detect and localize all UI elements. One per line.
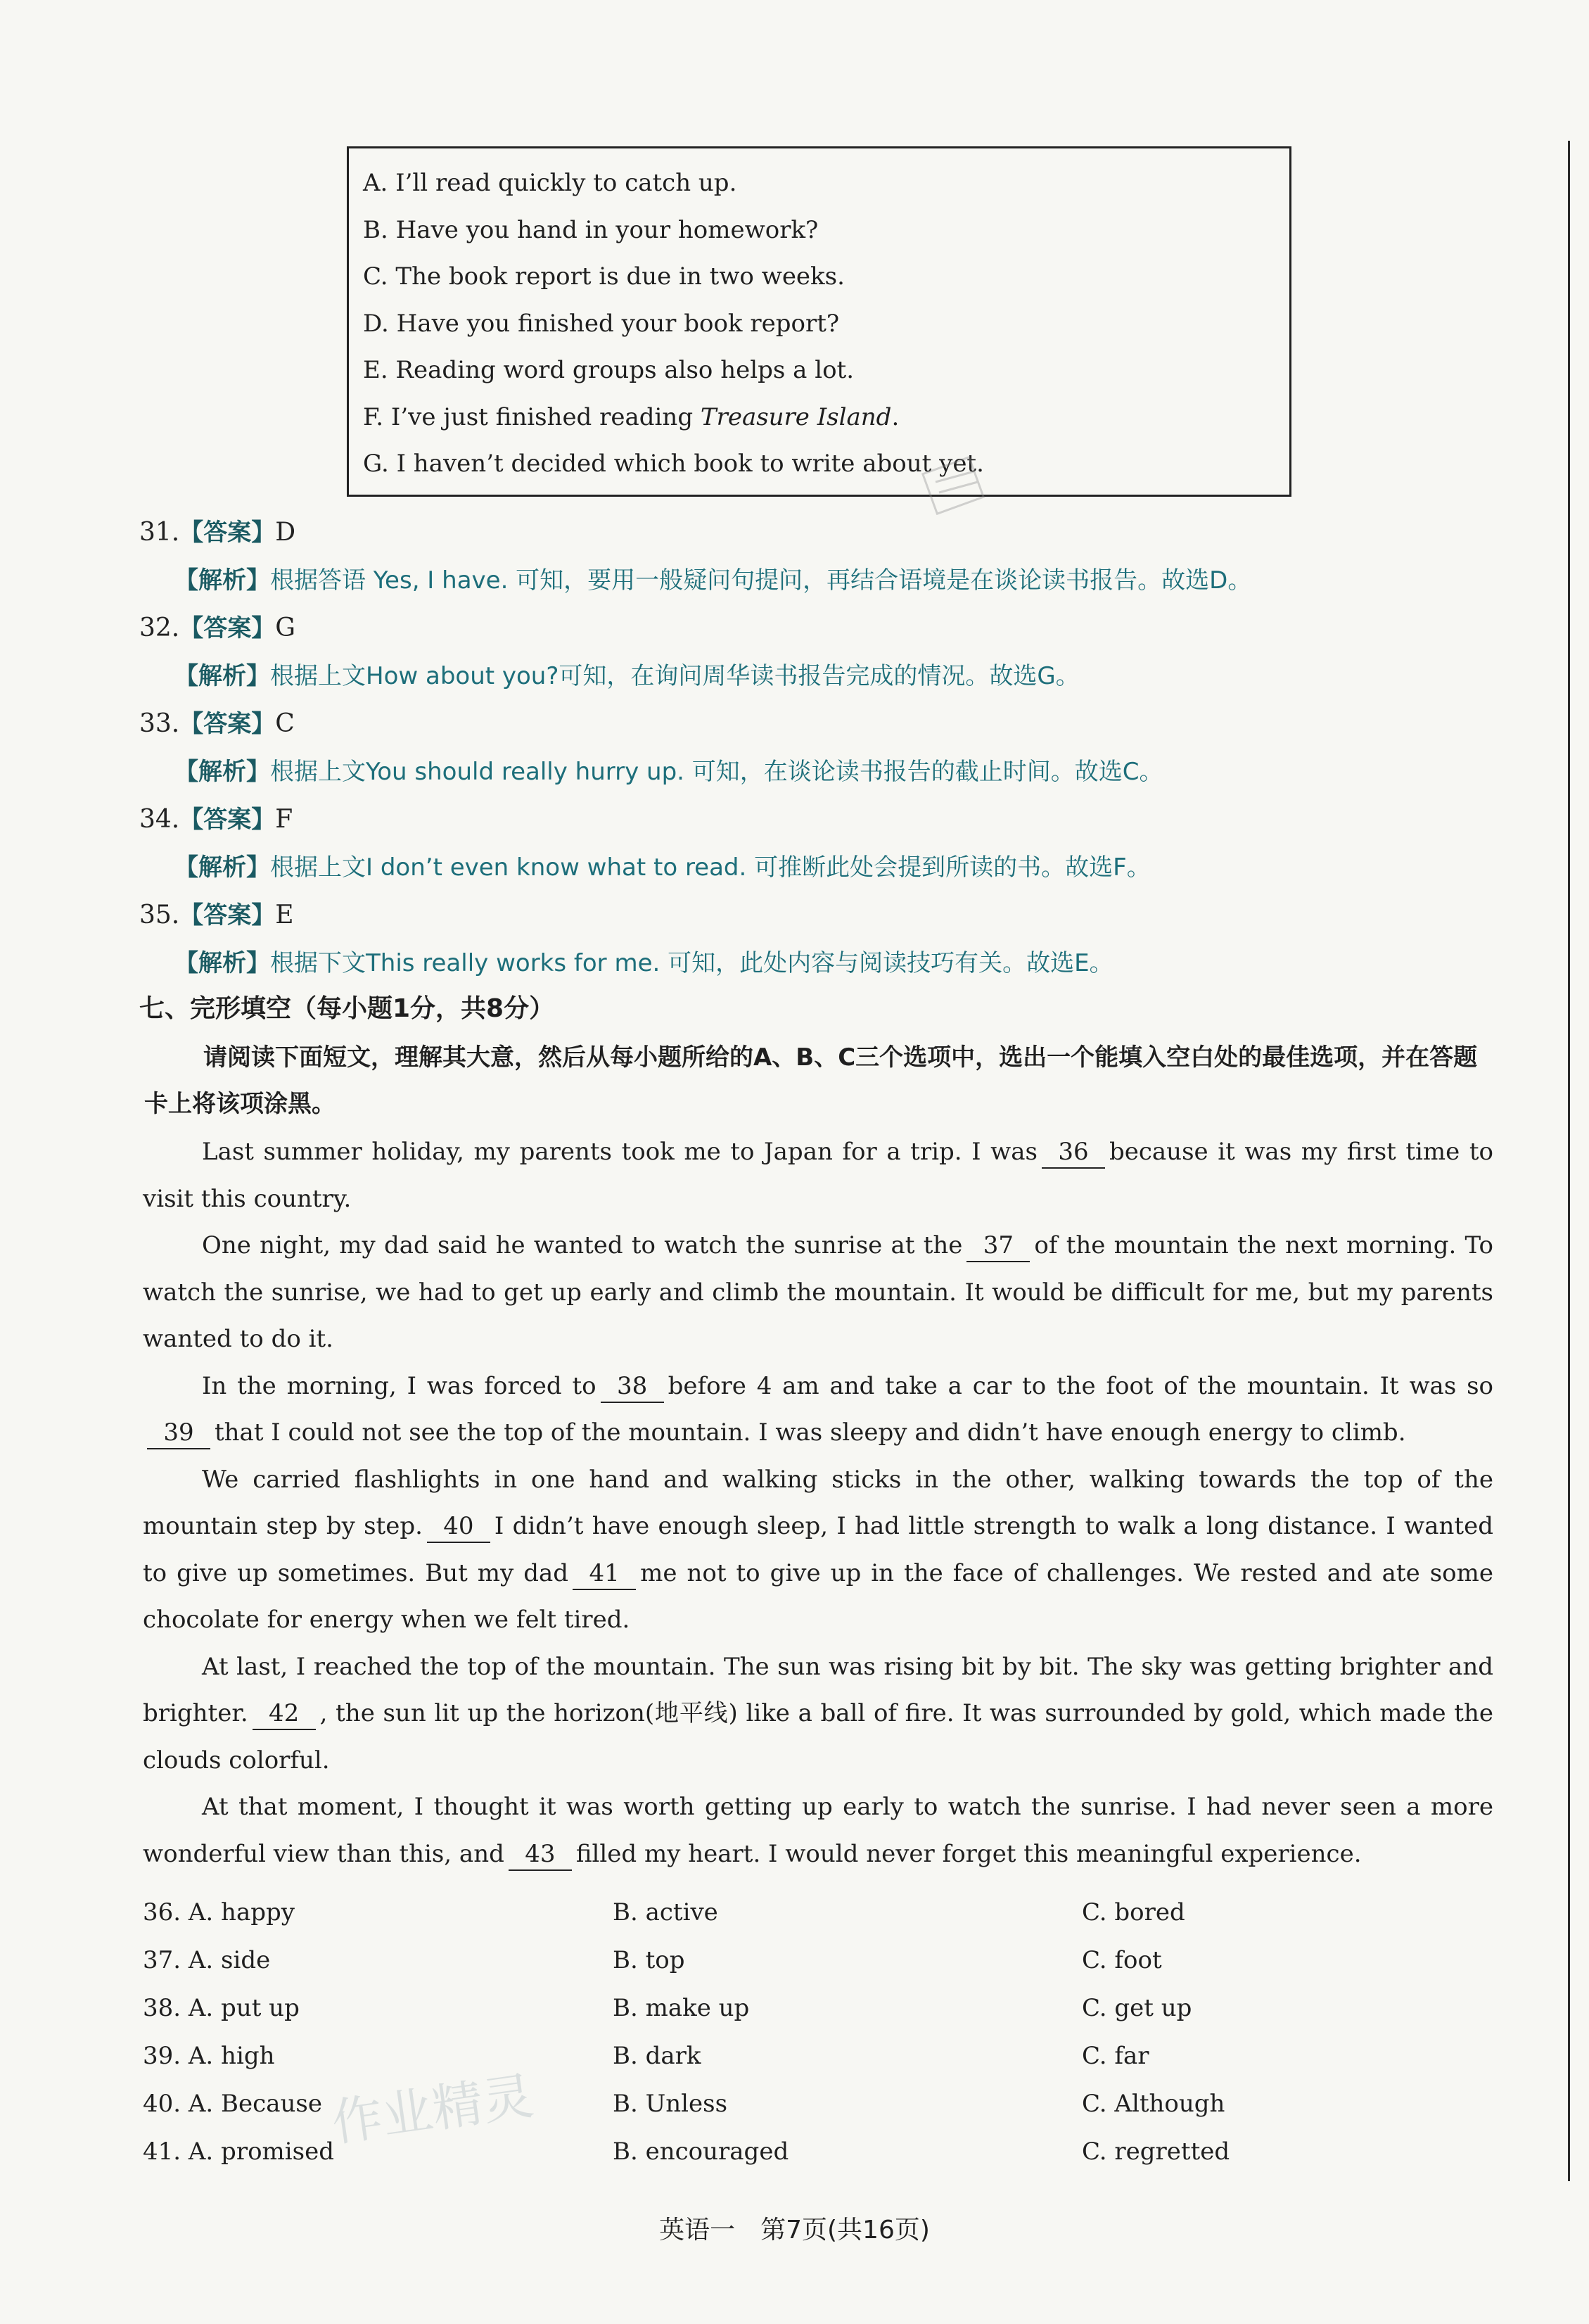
blank-38: 38 [601, 1371, 664, 1403]
paragraph: Last summer holiday, my parents took me to Japan for a trip. I was 36 because it was my first time to visit this country. [143, 1138, 1494, 1213]
paragraph: At that moment, I thought it was worth getting up early to watch the sunrise. I had never seen a more wonderful view than this, and 43 filled my heart. I would never forget this meaningful experience. [143, 1784, 1493, 1877]
page-edge-rule [1568, 141, 1570, 2181]
blank-41: 41 [573, 1558, 636, 1590]
choice-row-37: 37. A. side B. top C. foot [143, 1946, 1162, 1974]
choice-row-36: 36. A. happy B. active C. bored [143, 1898, 1185, 1926]
answer-34: 34.【答案】F [139, 805, 293, 834]
answer-35: 35.【答案】E [139, 901, 294, 929]
options-box [347, 146, 1291, 497]
section-title: 七、完形填空（每小题1分，共8分） [139, 994, 555, 1023]
choice-row-40: 40. A. Because B. Unless C. Although [143, 2090, 1225, 2118]
paragraph: We carried flashlights in one hand and walking sticks in the other, walking towards the top of the mountain step by step. 40 I didn’t have enough sleep, I had little strength to walk a long distance. I wanted to give up sometimes. But my dad 41 me not to give up in the face of challenges. We rested and ate some chocolate for energy when we felt tired. [143, 1465, 1493, 1634]
blank-42: 42 [253, 1698, 316, 1730]
blank-39: 39 [147, 1417, 210, 1449]
explanation-34: 【解析】根据上文I don’t even know what to read. 可推断此处会提到所读的书。故选F。 [174, 853, 1151, 882]
explanation-35: 【解析】根据下文This really works for me. 可知，此处内容与阅读技巧有关。故选E。 [174, 949, 1113, 977]
book-title: Treasure Island [700, 402, 892, 431]
blank-37: 37 [966, 1230, 1030, 1262]
option-d: D. Have you finished your book report? [363, 309, 840, 338]
paragraph: At last, I reached the top of the mountain. The sun was rising bit by bit. The sky was getting brighter and brighter. 42 , the sun lit up the horizon(地平线) like a ball of fire. It was surrounded by gold, which made the clouds colorful. [143, 1652, 1493, 1774]
answer-32: 32.【答案】G [139, 614, 296, 642]
option-c: C. The book report is due in two weeks. [363, 262, 845, 291]
choice-row-38: 38. A. put up B. make up C. get up [143, 1994, 1192, 2022]
watermark-text: 作业精灵 [328, 2066, 537, 2153]
paragraph: In the morning, I was forced to 38 before 4 am and take a car to the foot of the mountain. It was so39 that I could not see the top of the mountain. I was sleepy and didn’t have enough energy to climb. [143, 1363, 1493, 1456]
page-footer: 英语一 第7页(共16页) [659, 2216, 930, 2244]
blank-36: 36 [1042, 1136, 1105, 1169]
blank-43: 43 [509, 1839, 572, 1871]
explanation-32: 【解析】根据上文How about you?可知，在询问周华读书报告完成的情况。故选G。 [174, 662, 1080, 690]
option-f: F. I’ve just finished reading Treasure Island. [363, 402, 900, 431]
instructions: 请阅读下面短文，理解其大意，然后从每小题所给的A、B、C三个选项中，选出一个能填入空白处的最佳选项，并在答题卡上将该项涂黑。 [144, 1043, 1478, 1118]
option-b: B. Have you hand in your homework? [363, 215, 819, 244]
choice-row-39: 39. A. high B. dark C. far [143, 2042, 1149, 2070]
option-g: G. I haven’t decided which book to write about yet. [363, 450, 984, 478]
paragraph: One night, my dad said he wanted to watch the sunrise at the 37 of the mountain the next morning. To watch the sunrise, we had to get up early and climb the mountain. It would be difficult for me, but my parents wanted to do it. [143, 1231, 1494, 1353]
option-a: A. I’ll read quickly to catch up. [363, 169, 737, 197]
option-e: E. Reading word groups also helps a lot. [363, 356, 855, 384]
answer-33: 33.【答案】C [139, 709, 295, 738]
blank-40: 40 [427, 1511, 490, 1543]
choice-row-41: 41. A. promised B. encouraged C. regretted [143, 2138, 1230, 2166]
explanation-33: 【解析】根据上文You should really hurry up. 可知，在谈论读书报告的截止时间。故选C。 [174, 758, 1163, 786]
answer-key [139, 509, 1532, 987]
explanation-31: 【解析】根据答语 Yes, I have. 可知，要用一般疑问句提问，再结合语境是在谈论读书报告。故选D。 [174, 566, 1252, 595]
cloze-passage [143, 1129, 1493, 1877]
answer-31: 31.【答案】D [139, 518, 296, 547]
